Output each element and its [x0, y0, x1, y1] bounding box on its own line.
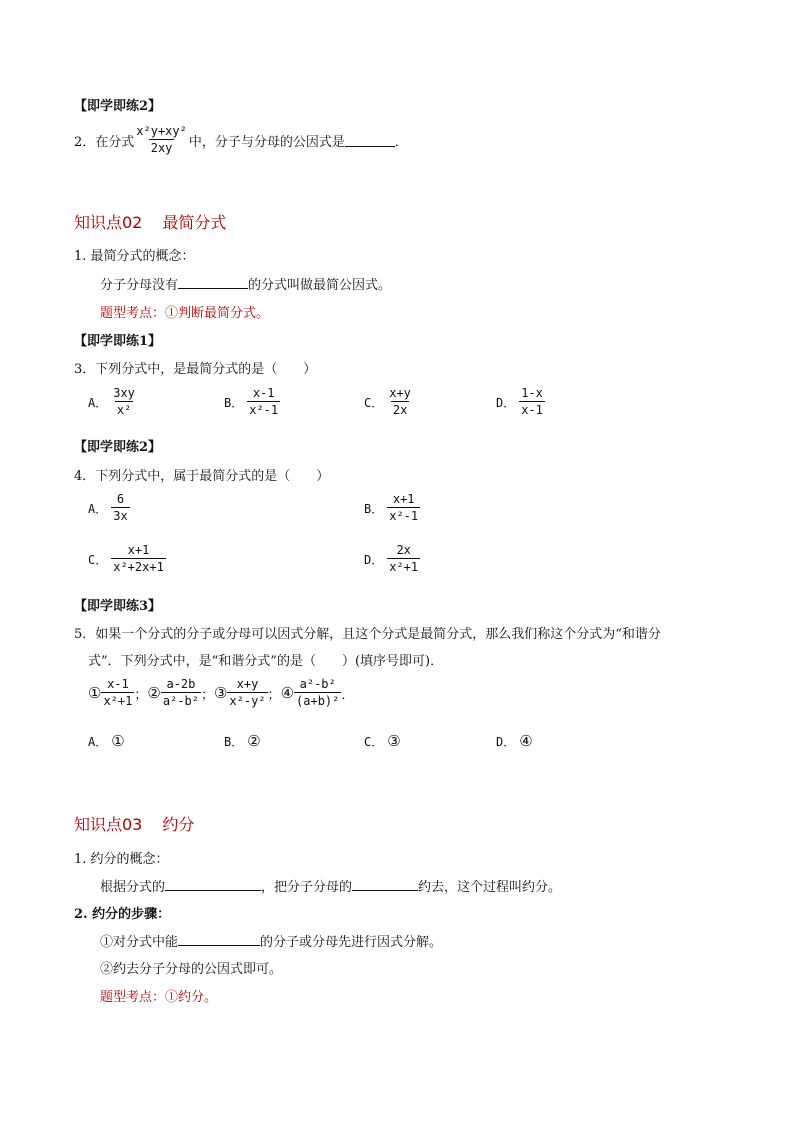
denominator: x-1: [521, 403, 543, 417]
fraction: [387, 543, 420, 575]
fraction: [387, 386, 413, 418]
fraction: [111, 386, 137, 418]
question-3-stem: 3．下列分式中，是最简分式的是（ ）: [74, 362, 317, 377]
option-value: ①: [111, 732, 125, 750]
numerator: x+1: [392, 492, 415, 506]
option-a[interactable]: [88, 732, 125, 750]
question-4-stem: 4．下列分式中，属于最简分式的是（ ）: [74, 469, 330, 484]
answer-blank[interactable]: [345, 134, 395, 147]
section-heading: [74, 812, 194, 835]
section-title: 约分: [162, 815, 195, 834]
numerator: 3xy: [113, 386, 135, 400]
practice-label: 【即学即练2】: [74, 99, 162, 114]
fraction: [134, 124, 189, 156]
fraction: [247, 386, 280, 418]
numerator: 2x: [396, 543, 411, 557]
circled-number: ③: [213, 684, 228, 702]
denominator: x²-1: [249, 403, 279, 417]
option-a[interactable]: [88, 386, 137, 418]
concept-text: [100, 876, 561, 895]
candidate-fractions: [88, 677, 354, 709]
text: 的分子或分母先进行因式分解。: [260, 935, 443, 950]
option-letter: C．: [88, 552, 108, 567]
option-d[interactable]: [364, 543, 420, 575]
text: ①对分式中能: [100, 935, 179, 950]
step-1: [100, 931, 442, 950]
fraction: [387, 492, 420, 524]
numerator: x²y+xy²: [136, 124, 187, 138]
denominator: 2xy: [150, 141, 173, 155]
separator: ．: [341, 687, 355, 703]
fill-blank[interactable]: [352, 878, 418, 891]
practice-label: 【即学即练2】: [74, 440, 162, 455]
option-c[interactable]: [364, 386, 413, 418]
concept-text: [100, 274, 391, 293]
step-2: ②约去分子分母的公因式即可。: [100, 962, 283, 977]
option-letter: D．: [496, 395, 516, 410]
fill-blank[interactable]: [178, 276, 248, 289]
numerator: x+1: [127, 543, 150, 557]
numerator: x-1: [107, 677, 129, 691]
denominator: x²+2x+1: [113, 560, 164, 574]
fill-blank[interactable]: [165, 878, 261, 891]
question-5-line1: 5．如果一个分式的分子或分母可以因式分解，且这个分式是最简分式，那么我们称这个分式为“和谐分: [74, 627, 661, 642]
option-letter: D．: [496, 734, 516, 749]
concept-title: 1. 最简分式的概念：: [74, 249, 195, 264]
numerator: 6: [116, 492, 125, 506]
exam-point: 题型考点：①判断最简分式。: [100, 306, 270, 321]
text: 分子分母没有: [100, 278, 179, 293]
text: 的分式叫做最简公因式。: [248, 278, 392, 293]
option-d[interactable]: [496, 732, 533, 750]
option-letter: B．: [364, 501, 384, 516]
denominator: 3x: [113, 509, 128, 523]
option-d[interactable]: [496, 386, 545, 418]
circled-number: ②: [147, 684, 161, 702]
option-letter: B．: [224, 395, 244, 410]
section-heading: [74, 210, 226, 233]
fraction: [111, 492, 129, 524]
fill-blank[interactable]: [178, 933, 260, 946]
option-b[interactable]: [224, 386, 280, 418]
option-c[interactable]: [364, 732, 401, 750]
concept-title: 1. 约分的概念：: [74, 852, 169, 867]
separator: ；: [134, 687, 148, 703]
denominator: x²-1: [389, 509, 419, 523]
option-letter: A．: [88, 395, 108, 410]
question-2: [74, 124, 408, 156]
practice-label: 【即学即练3】: [74, 599, 162, 614]
option-c[interactable]: [88, 543, 166, 575]
section-number: 知识点03: [74, 815, 143, 834]
option-value: ③: [387, 732, 401, 750]
question-text: 中，分子与分母的公因式是: [188, 134, 345, 150]
text: 根据分式的: [100, 880, 166, 895]
option-letter: A．: [88, 501, 108, 516]
fraction: [111, 543, 166, 575]
fraction: [227, 677, 267, 709]
option-letter: C．: [364, 734, 384, 749]
denominator: (a+b)²: [296, 694, 340, 708]
steps-title: 2. 约分的步骤：: [74, 907, 171, 922]
option-value: ②: [247, 732, 261, 750]
numerator: x+y: [389, 386, 411, 400]
option-letter: B．: [224, 734, 244, 749]
exam-point: 题型考点：①约分。: [100, 990, 218, 1005]
denominator: x²: [116, 403, 132, 417]
separator: ；: [267, 687, 281, 703]
numerator: 1-x: [521, 386, 543, 400]
numerator: a-2b: [166, 677, 196, 691]
numerator: x+y: [236, 677, 259, 691]
text: ，把分子分母的: [261, 880, 353, 895]
fraction: [519, 386, 545, 418]
option-letter: D．: [364, 552, 384, 567]
fraction: [101, 677, 134, 709]
option-b[interactable]: [364, 492, 420, 524]
denominator: x²+1: [103, 694, 133, 708]
practice-label: 【即学即练1】: [74, 334, 162, 349]
option-letter: C．: [364, 395, 384, 410]
option-a[interactable]: [88, 492, 130, 524]
numerator: a²-b²: [299, 677, 336, 691]
numerator: x-1: [252, 386, 275, 400]
option-b[interactable]: [224, 732, 261, 750]
separator: ；: [200, 687, 214, 703]
fraction: [294, 677, 341, 709]
denominator: x²-y²: [229, 694, 266, 708]
section-number: 知识点02: [74, 213, 143, 232]
fraction: [161, 677, 201, 709]
denominator: 2x: [392, 403, 408, 417]
question-text: ．: [394, 134, 408, 150]
text: 约去，这个过程叫约分。: [418, 880, 562, 895]
question-text: 2．在分式: [74, 134, 135, 150]
option-letter: A．: [88, 734, 108, 749]
question-5-line2: 式”．下列分式中，是“和谐分式”的是（ ）(填序号即可)．: [88, 654, 444, 669]
denominator: a²-b²: [162, 694, 199, 708]
circled-number: ④: [280, 684, 295, 702]
option-value: ④: [519, 732, 533, 750]
circled-number: ①: [88, 684, 102, 702]
denominator: x²+1: [389, 560, 419, 574]
section-title: 最简分式: [162, 213, 227, 232]
